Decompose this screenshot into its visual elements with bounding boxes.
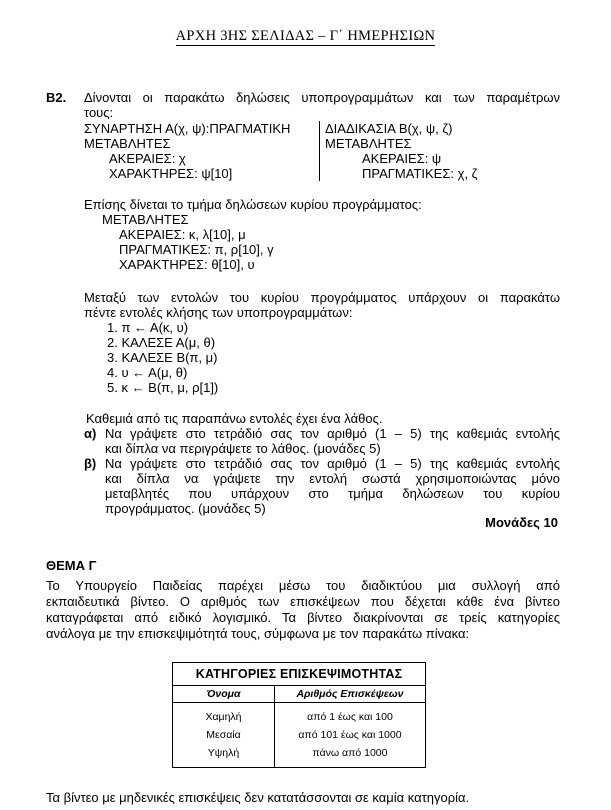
theme-paragraph-line-2: εκπαιδευτικά βίντεο. Ο αριθμός των επισκέψεων που δέχεται κάθε ένα βίντεο <box>46 594 560 609</box>
table-cell-visits: από 101 έως και 1000 <box>298 729 402 741</box>
table-title: ΚΑΤΗΓΟΡΙΕΣ ΕΠΙΣΚΕΨΙΜΟΤΗΤΑΣ <box>195 667 403 681</box>
visit-categories-table <box>172 662 426 768</box>
subquestion-b-line-1: Να γράψετε στο τετράδιό σας τον αριθμό (1 – 5) της καθεμιάς εντολής <box>105 456 560 471</box>
page-header <box>0 28 611 45</box>
units-label: Μονάδες 10 <box>485 515 558 530</box>
error-intro: Καθεμιά από τις παραπάνω εντολές έχει ένα λάθος. <box>86 411 383 426</box>
subquestion-label-b: β) <box>84 456 97 471</box>
procedure-declaration: ΔΙΑΔΙΚΑΣΙΑ Β(χ, ψ, ζ) <box>325 121 453 136</box>
function-characters: ΧΑΡΑΚΤΗΡΕΣ: ψ[10] <box>109 166 233 181</box>
function-variables-heading: ΜΕΤΑΒΛΗΤΕΣ <box>84 136 171 151</box>
table-cell-visits: από 1 έως και 100 <box>307 711 393 723</box>
b2-intro-line-1: Δίνονται οι παρακάτω δηλώσεις υποπρογραμμάτων και των παραμέτρων <box>84 90 560 105</box>
theme-paragraph-line-1: Το Υπουργείο Παιδείας παρέχει μέσω του διαδικτύου μια συλλογή από <box>46 578 560 593</box>
calls-intro-line-1: Μεταξύ των εντολών του κυρίου προγράμματος υπάρχουν οι παρακάτω <box>84 290 560 305</box>
table-cell-name: Χαμηλή <box>205 711 242 723</box>
call-statement: 5. κ ← Β(π, μ, ρ[1]) <box>107 380 219 395</box>
function-integers: ΑΚΕΡΑΙΕΣ: χ <box>109 151 186 166</box>
call-statement: 4. υ ← Α(μ, θ) <box>107 365 188 380</box>
table-cell-name: Υψηλή <box>207 747 240 759</box>
footer-note: Τα βίντεο με μηδενικές επισκέψεις δεν κατατάσσονται σε καμία κατηγορία. <box>46 790 470 805</box>
function-declaration: ΣΥΝΑΡΤΗΣΗ Α(χ, ψ):ΠΡΑΓΜΑΤΙΚΗ <box>84 121 291 136</box>
main-characters: ΧΑΡΑΚΤΗΡΕΣ: θ[10], υ <box>119 257 255 272</box>
subquestion-b-line-3: μεταβλητές που υπάρχουν στο τμήμα δηλώσεων του κυρίου <box>105 486 560 501</box>
theme-paragraph-line-3: καταγράφεται από ειδικό λογισμικό. Τα βίντεο διακρίνονται σε τρείς κατηγορίες <box>46 610 560 625</box>
subquestion-b-line-2: και δίπλα να γράψετε την εντολή σωστά χρησιμοποιώντας μόνο <box>105 471 560 486</box>
procedure-variables-heading: ΜΕΤΑΒΛΗΤΕΣ <box>325 136 412 151</box>
main-integers: ΑΚΕΡΑΙΕΣ: κ, λ[10], μ <box>119 227 246 242</box>
procedure-integers: ΑΚΕΡΑΙΕΣ: ψ <box>362 151 442 166</box>
table-cell-name: Μεσαία <box>206 729 241 741</box>
theme-paragraph-line-4: ανάλογα με την επισκεψιμότητά τους, σύμφωνα με τον παρακάτω πίνακα: <box>46 626 470 641</box>
table-divider <box>173 685 425 686</box>
page-header-text: ΑΡΧΗ 3ΗΣ ΣΕΛΙΔΑΣ – Γ΄ ΗΜΕΡΗΣΙΩΝ <box>175 28 436 44</box>
main-program-intro: Επίσης δίνεται το τμήμα δηλώσεων κυρίου προγράμματος: <box>84 197 422 212</box>
subquestion-label-a: α) <box>84 426 97 441</box>
main-variables-heading: ΜΕΤΑΒΛΗΤΕΣ <box>102 212 189 227</box>
subquestion-a-line-2: και δίπλα να περιγράψετε το λάθος. (μονάδες 5) <box>105 441 381 456</box>
theme-title: ΘΕΜΑ Γ <box>46 558 97 573</box>
question-label-b2: Β2. <box>46 90 67 105</box>
main-reals: ΠΡΑΓΜΑΤΙΚΕΣ: π, ρ[10], γ <box>119 242 274 257</box>
subquestion-b-line-4: προγράμματος. (μονάδες 5) <box>105 501 266 516</box>
declarations-divider <box>319 121 320 181</box>
table-cell-visits: πάνω από 1000 <box>312 747 388 759</box>
calls-intro-line-2: πέντε εντολές κλήσης των υποπρογραμμάτων: <box>84 305 353 320</box>
b2-intro-line-2: τους: <box>84 105 114 120</box>
column-header-visits: Αριθμός Επισκέψεων <box>296 688 404 700</box>
call-statement: 2. ΚΑΛΕΣΕ Α(μ, θ) <box>107 335 216 350</box>
procedure-reals: ΠΡΑΓΜΑΤΙΚΕΣ: χ, ζ <box>362 166 478 181</box>
call-statement: 3. ΚΑΛΕΣΕ Β(π, μ) <box>107 350 218 365</box>
call-statement: 1. π ← Α(κ, υ) <box>107 320 189 335</box>
subquestion-a-line-1: Να γράψετε στο τετράδιό σας τον αριθμό (1 – 5) της καθεμιάς εντολής <box>105 426 560 441</box>
table-divider <box>173 702 425 703</box>
column-header-name: Όνομα <box>206 688 241 700</box>
